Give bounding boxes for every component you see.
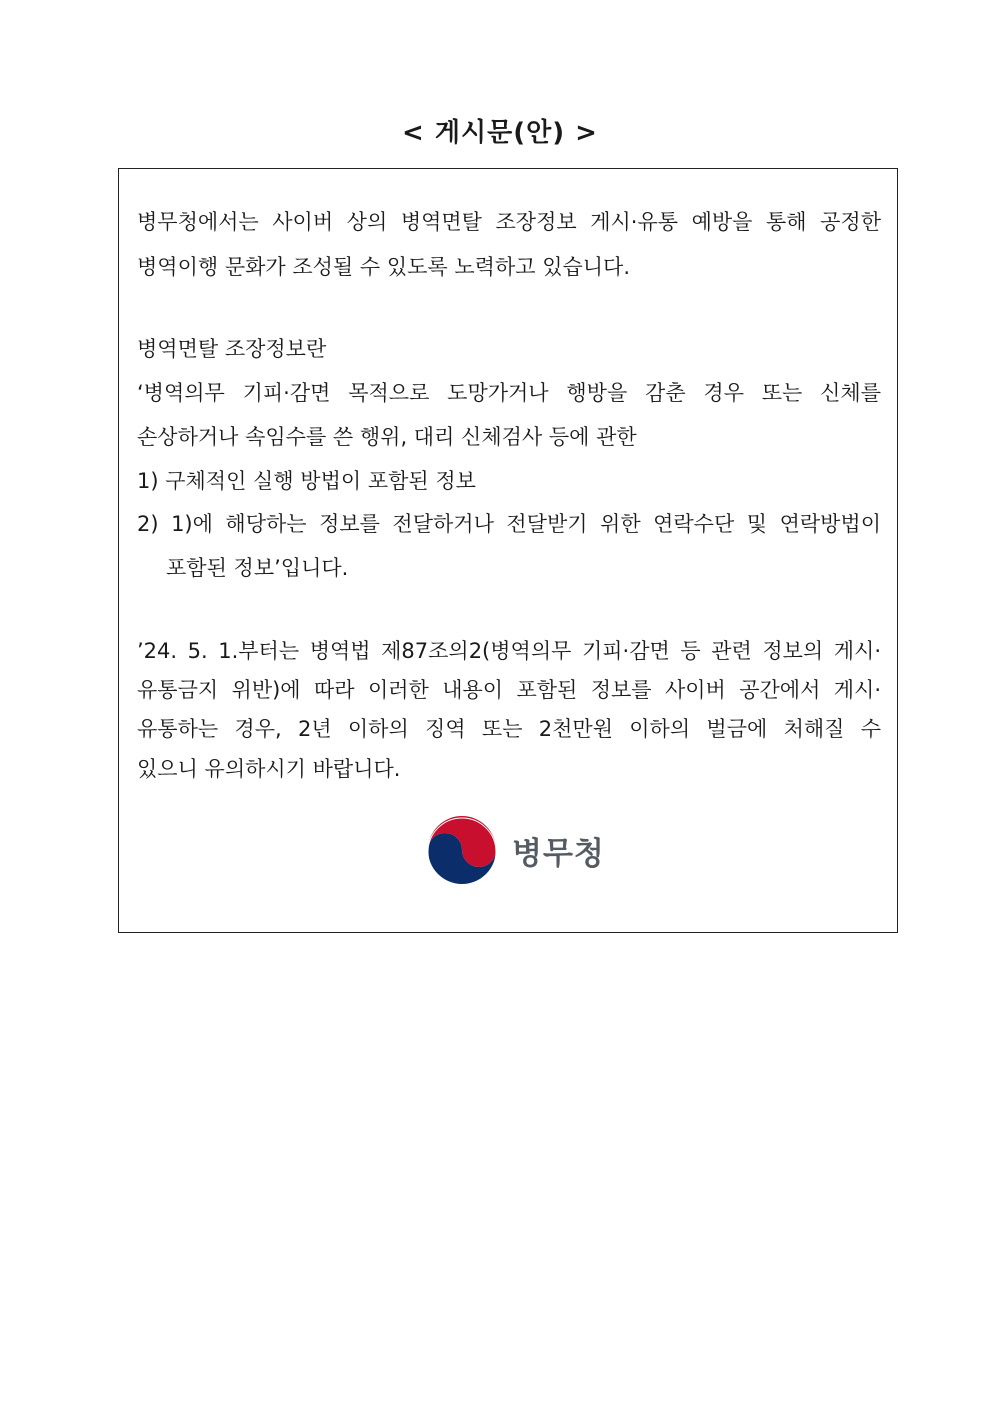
list-item-1: 1) 구체적인 실행 방법이 포함된 정보 <box>137 469 476 493</box>
document-title: < 게시문(안) > <box>402 118 598 148</box>
logo-text: 병무청 <box>512 836 605 872</box>
definition-line-2: 손상하거나 속임수를 쓴 행위, 대리 신체검사 등에 관한 <box>137 425 637 449</box>
notice-box <box>118 168 898 933</box>
intro-line-1: 병무청에서는 사이버 상의 병역면탈 조장정보 게시·유통 예방을 통해 공정한 <box>137 210 881 234</box>
law-line-3: 유통하는 경우, 2년 이하의 징역 또는 2천만원 이하의 벌금에 처해질 수 <box>137 717 881 741</box>
list-item-2-line-2: 포함된 정보’입니다. <box>166 556 349 580</box>
intro-line-2: 병역이행 문화가 조성될 수 있도록 노력하고 있습니다. <box>137 255 631 279</box>
list-item-2-line-1: 2) 1)에 해당하는 정보를 전달하거나 전달받기 위한 연락수단 및 연락방법이 <box>137 512 881 536</box>
taegeuk-emblem-icon <box>424 814 500 890</box>
law-line-4: 있으니 유의하시기 바랍니다. <box>137 757 401 781</box>
definition-heading: 병역면탈 조장정보란 <box>137 337 327 361</box>
mma-logo <box>424 814 614 890</box>
definition-line-1: ‘병역의무 기피·감면 목적으로 도망가거나 행방을 감춘 경우 또는 신체를 <box>137 381 881 405</box>
law-line-1: ’24. 5. 1.부터는 병역법 제87조의2(병역의무 기피·감면 등 관련 정보의 게시· <box>137 639 881 663</box>
law-line-2: 유통금지 위반)에 따라 이러한 내용이 포함된 정보를 사이버 공간에서 게시· <box>137 678 881 702</box>
